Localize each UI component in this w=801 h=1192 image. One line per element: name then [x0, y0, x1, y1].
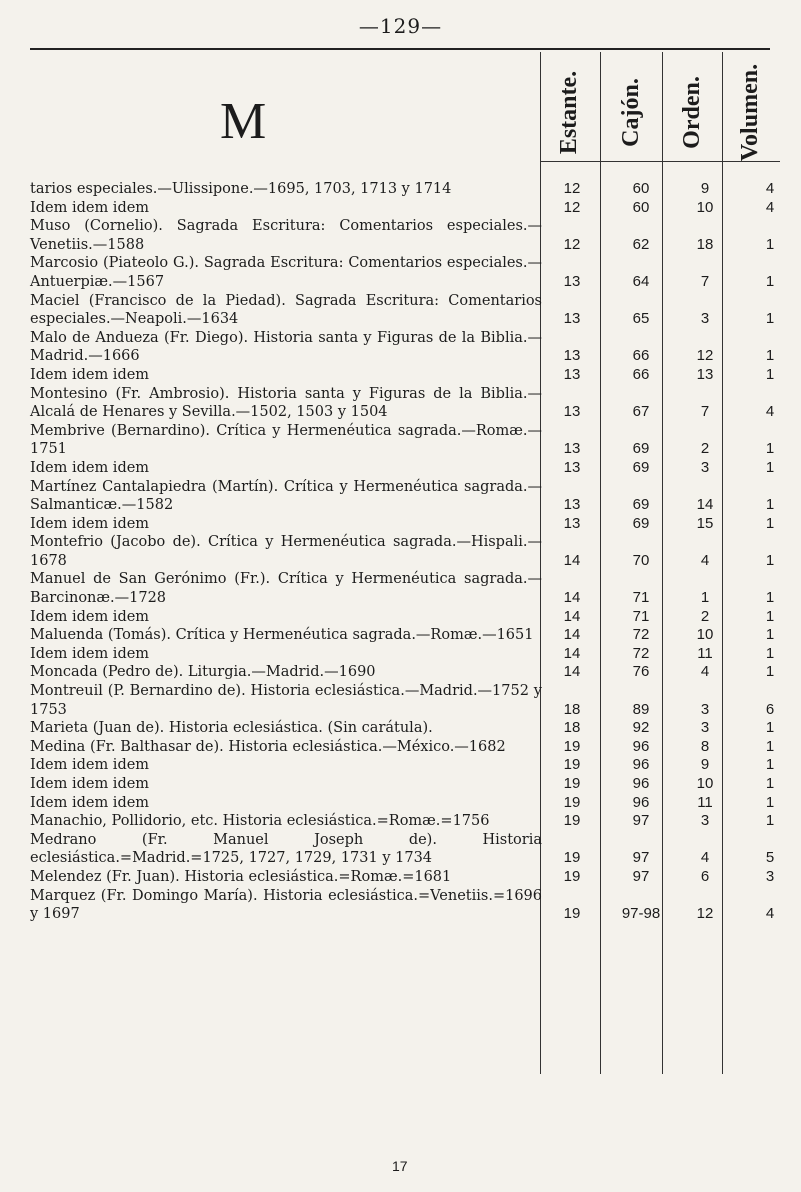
entry-volumen: 1	[765, 496, 775, 514]
entry-estante: 19	[563, 775, 581, 792]
entry-volumen: 1	[765, 626, 775, 644]
entry-title: Idem idem idem	[30, 459, 150, 476]
entry-estante: 13	[563, 403, 581, 421]
entry-volumen: 1	[765, 272, 775, 290]
catalog-entry	[30, 458, 775, 478]
entry-cajon: 96	[632, 793, 650, 811]
entry-orden: 4	[700, 663, 710, 681]
entry-title: tarios especiales.—Ulissipone.—1695, 1703, 1713 y 1714	[30, 181, 452, 197]
entry-estante: 13	[563, 496, 581, 514]
catalog-entry	[30, 775, 775, 794]
catalog-entry	[30, 533, 775, 570]
entry-estante: 13	[563, 458, 581, 476]
entry-orden: 11	[697, 793, 713, 811]
entry-volumen: 5	[765, 849, 775, 867]
entry-estante: 19	[563, 867, 581, 885]
entry-orden: 10	[696, 775, 714, 792]
entry-orden: 11	[697, 644, 713, 662]
entry-orden: 4	[700, 551, 710, 569]
entry-orden: 4	[700, 849, 710, 867]
entry-orden: 18	[696, 235, 714, 253]
entry-cajon: 97-98	[621, 905, 661, 923]
entry-volumen: 1	[765, 551, 775, 569]
column-header-cajon: Cajón.	[617, 77, 644, 147]
entry-volumen: 1	[765, 365, 775, 383]
signature-mark: 17	[392, 1158, 408, 1174]
entry-title: Marquez (Fr. Domingo María). Historia eclesiástica.=Venetiis.=1696 y 1697	[30, 887, 542, 923]
entry-title: Malo de Andueza (Fr. Diego). Historia santa y Figuras de la Biblia.—Madrid.—1666	[30, 329, 542, 365]
entry-cajon: 67	[632, 403, 650, 421]
entry-orden: 2	[700, 440, 710, 458]
catalog-entries	[30, 180, 775, 924]
entry-cajon: 96	[632, 756, 650, 774]
entry-estante: 18	[563, 719, 581, 737]
catalog-entry	[30, 756, 775, 775]
entry-cajon: 69	[632, 514, 650, 532]
entry-cajon: 69	[632, 496, 650, 514]
entry-orden: 1	[700, 589, 710, 607]
entry-cajon: 64	[632, 272, 650, 290]
entry-title: Moncada (Pedro de). Liturgia.—Madrid.—1690	[30, 664, 376, 681]
entry-estante: 19	[563, 793, 581, 811]
entry-estante: 12	[563, 198, 581, 216]
catalog-entry	[30, 514, 775, 534]
entry-cajon: 97	[632, 867, 650, 885]
entry-orden: 2	[700, 607, 710, 625]
entry-estante: 13	[563, 272, 581, 290]
header-rule	[540, 161, 780, 162]
column-header-orden: Orden.	[678, 75, 705, 149]
entry-cajon: 66	[632, 347, 650, 365]
entry-volumen: 1	[765, 589, 775, 607]
entry-title: Maciel (Francisco de la Piedad). Sagrada Escritura: Comentarios especiales.—Neapoli.—1634	[30, 292, 542, 328]
entry-cajon: 97	[632, 812, 650, 830]
catalog-entry	[30, 329, 775, 366]
entry-cajon: 89	[632, 700, 650, 718]
entry-title: Idem idem idem	[30, 515, 150, 532]
entry-title: Idem idem idem	[30, 757, 150, 774]
entry-volumen: 4	[765, 180, 775, 197]
column-header-estante: Estante.	[556, 70, 583, 154]
entry-volumen: 4	[765, 198, 775, 216]
entry-volumen: 1	[765, 756, 775, 774]
entry-orden: 7	[700, 403, 710, 421]
catalog-entry	[30, 737, 775, 757]
entry-title: Idem idem idem	[30, 776, 150, 792]
entry-title: Manachio, Pollidorio, etc. Historia eclesiástica.=Romæ.=1756	[30, 813, 490, 830]
entry-title: Idem idem idem	[30, 645, 150, 662]
entry-estante: 14	[563, 551, 581, 569]
entry-orden: 13	[696, 365, 714, 383]
top-rule	[30, 48, 770, 50]
entry-orden: 3	[700, 310, 710, 328]
catalog-entry	[30, 682, 775, 719]
catalog-entry	[30, 812, 775, 831]
entry-orden: 3	[700, 700, 710, 718]
catalog-entry	[30, 570, 775, 607]
entry-estante: 13	[563, 365, 581, 383]
entry-cajon: 72	[632, 644, 650, 662]
entry-cajon: 96	[632, 775, 650, 792]
entry-cajon: 60	[632, 198, 650, 216]
entry-orden: 3	[700, 812, 710, 830]
entry-orden: 14	[696, 496, 714, 514]
catalog-entry	[30, 385, 775, 422]
entry-cajon: 72	[632, 626, 650, 644]
entry-estante: 14	[563, 607, 581, 625]
entry-title: Muso (Cornelio). Sagrada Escritura: Comentarios especiales.—Venetiis.—1588	[30, 218, 542, 253]
entry-cajon: 92	[632, 719, 650, 737]
catalog-entry	[30, 831, 775, 868]
entry-cajon: 65	[632, 310, 650, 328]
entry-cajon: 62	[632, 235, 650, 253]
entry-title: Marcosio (Piateolo G.). Sagrada Escritura: Comentarios especiales.—Antuerpiæ.—1567	[30, 255, 542, 290]
catalog-entry	[30, 292, 775, 329]
entry-title: Melendez (Fr. Juan). Historia eclesiástica.=Romæ.=1681	[30, 868, 452, 885]
page-number: —129—	[358, 14, 443, 38]
entry-estante: 18	[563, 700, 581, 718]
entry-volumen: 1	[765, 793, 775, 811]
entry-estante: 12	[563, 235, 581, 253]
entry-volumen: 1	[765, 607, 775, 625]
entry-volumen: 1	[765, 775, 775, 792]
catalog-entry	[30, 217, 775, 254]
entry-estante: 14	[563, 663, 581, 681]
column-header-volumen: Volumen.	[737, 63, 764, 161]
entry-volumen: 1	[765, 347, 775, 365]
catalog-entry	[30, 663, 775, 682]
entry-orden: 12	[696, 905, 714, 923]
entry-cajon: 71	[632, 607, 650, 625]
entry-orden: 10	[696, 198, 714, 216]
entry-estante: 14	[563, 644, 581, 662]
entry-estante: 13	[563, 440, 581, 458]
entry-estante: 19	[563, 737, 581, 755]
entry-volumen: 1	[765, 310, 775, 328]
entry-volumen: 1	[765, 235, 775, 253]
entry-volumen: 4	[765, 403, 775, 421]
entry-volumen: 4	[765, 905, 775, 923]
entry-cajon: 66	[632, 365, 650, 383]
entry-cajon: 97	[632, 849, 650, 867]
catalog-entry	[30, 644, 775, 664]
catalog-entry	[30, 180, 775, 199]
entry-cajon: 70	[632, 551, 650, 569]
entry-estante: 13	[563, 347, 581, 365]
entry-title: Manuel de San Gerónimo (Fr.). Crítica y Hermenéutica sagrada.—Barcinonæ.—1728	[30, 571, 542, 607]
catalog-entry	[30, 365, 775, 385]
entry-cajon: 76	[632, 663, 650, 681]
entry-volumen: 1	[765, 514, 775, 532]
entry-title: Idem idem idem	[30, 794, 150, 811]
entry-volumen: 3	[765, 867, 775, 885]
entry-title: Montreuil (P. Bernardino de). Historia eclesiástica.—Madrid.—1752 y 1753	[30, 683, 542, 718]
entry-estante: 19	[563, 812, 581, 830]
entry-estante: 14	[563, 589, 581, 607]
catalog-entry	[30, 626, 775, 645]
entry-title: Idem idem idem	[30, 199, 150, 216]
catalog-entry	[30, 607, 775, 627]
entry-cajon: 96	[632, 737, 650, 755]
entry-orden: 15	[696, 514, 714, 532]
entry-orden: 6	[700, 867, 710, 885]
entry-orden: 9	[700, 756, 710, 774]
entry-cajon: 71	[632, 589, 650, 607]
entry-title: Membrive (Bernardino). Crítica y Hermenéutica sagrada.—Romæ.—1751	[30, 422, 542, 458]
entry-estante: 19	[563, 905, 581, 923]
entry-estante: 19	[563, 849, 581, 867]
entry-volumen: 1	[765, 440, 775, 458]
entry-cajon: 60	[632, 180, 650, 197]
entry-orden: 12	[696, 347, 714, 365]
entry-title: Maluenda (Tomás). Crítica y Hermenéutica sagrada.—Romæ.—1651	[30, 627, 534, 644]
entry-orden: 9	[700, 180, 710, 197]
entry-orden: 10	[696, 626, 714, 644]
entry-title: Montefrio (Jacobo de). Crítica y Hermenéutica sagrada.—Hispali.—1678	[30, 534, 542, 569]
catalog-entry	[30, 867, 775, 887]
entry-volumen: 1	[765, 719, 775, 737]
section-letter: M	[220, 93, 267, 150]
entry-estante: 13	[563, 310, 581, 328]
entry-volumen: 1	[765, 663, 775, 681]
entry-estante: 14	[563, 626, 581, 644]
entry-title: Medrano (Fr. Manuel Joseph de). Historia eclesiástica.=Madrid.=1725, 1727, 1729, 1731 y 1734	[30, 831, 542, 867]
entry-title: Marieta (Juan de). Historia eclesiástica. (Sin carátula).	[30, 720, 433, 737]
entry-title: Idem idem idem	[30, 366, 150, 383]
entry-volumen: 6	[765, 700, 775, 718]
entry-volumen: 1	[765, 737, 775, 755]
entry-orden: 3	[700, 719, 710, 737]
entry-cajon: 69	[632, 440, 650, 458]
catalog-entry	[30, 198, 775, 218]
entry-orden: 3	[700, 458, 710, 476]
entry-volumen: 1	[765, 812, 775, 830]
entry-volumen: 1	[765, 458, 775, 476]
catalog-entry	[30, 478, 775, 515]
entry-volumen: 1	[765, 644, 775, 662]
entry-title: Medina (Fr. Balthasar de). Historia eclesiástica.—México.—1682	[30, 738, 506, 755]
entry-title: Martínez Cantalapiedra (Martín). Crítica y Hermenéutica sagrada.—Salmanticæ.—1582	[30, 478, 542, 514]
entry-estante: 13	[563, 514, 581, 532]
catalog-entry	[30, 793, 775, 813]
entry-cajon: 69	[632, 458, 650, 476]
entry-title: Montesino (Fr. Ambrosio). Historia santa y Figuras de la Biblia.—Alcalá de Henares y Sevilla.—1502, 1503 y 1504	[30, 385, 542, 421]
catalog-entry	[30, 719, 775, 738]
entry-orden: 8	[700, 737, 710, 755]
entry-estante: 12	[563, 180, 581, 197]
entry-estante: 19	[563, 756, 581, 774]
catalog-entry	[30, 254, 775, 291]
catalog-entry	[30, 887, 775, 924]
catalog-entry	[30, 422, 775, 459]
entry-title: Idem idem idem	[30, 608, 150, 625]
entry-orden: 7	[700, 272, 710, 290]
